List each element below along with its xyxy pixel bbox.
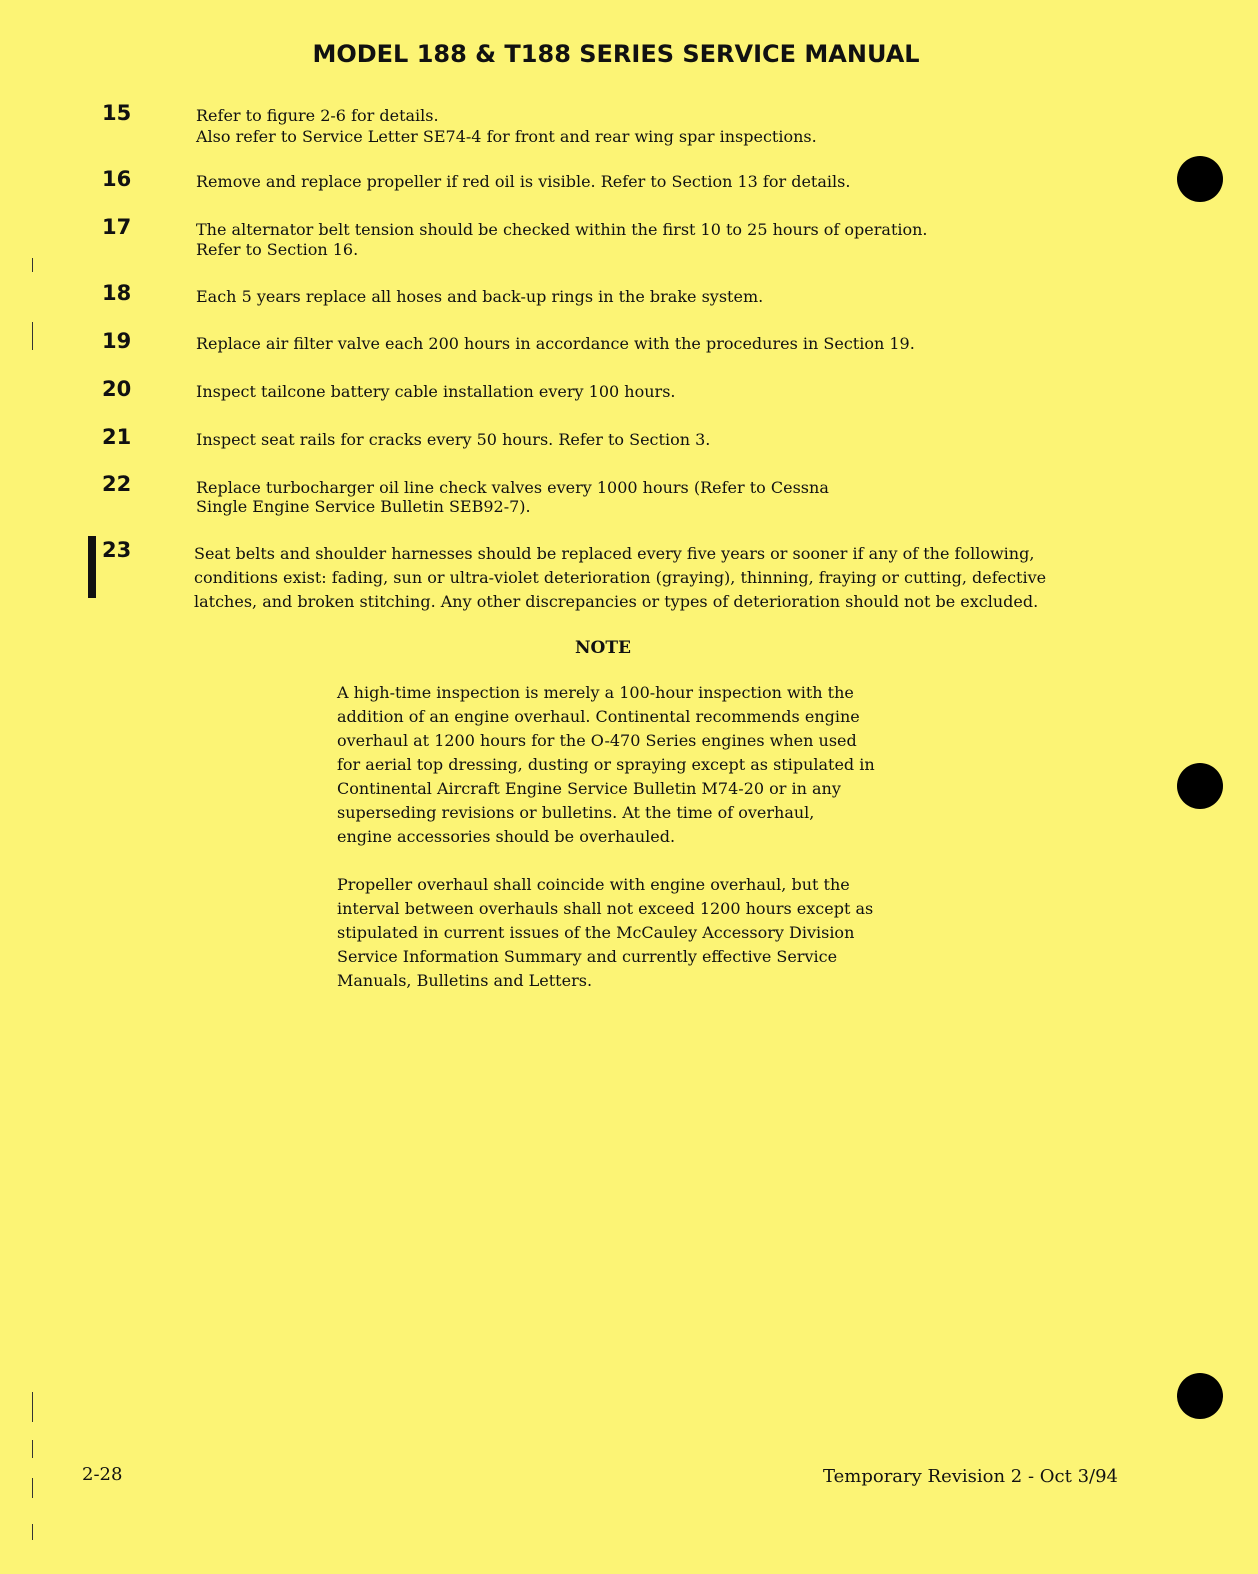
punch-hole — [1177, 156, 1223, 202]
item-line: The alternator belt tension should be checked within the first 10 to 25 hours of operation. — [196, 220, 928, 239]
item-number: 22 — [102, 472, 132, 496]
note-line: overhaul at 1200 hours for the O-470 Series engines when used — [337, 731, 857, 750]
item-number: 23 — [102, 538, 132, 562]
note-line: Manuals, Bulletins and Letters. — [337, 971, 593, 990]
note-line: Propeller overhaul shall coincide with engine overhaul, but the — [337, 875, 850, 894]
item-text — [196, 285, 1096, 309]
note-heading: NOTE — [575, 638, 631, 658]
item-text — [196, 380, 1096, 404]
note-line: interval between overhauls shall not exceed 1200 hours except as — [337, 899, 874, 918]
item-text — [196, 476, 1096, 519]
item-text — [196, 218, 1096, 262]
page-title: MODEL 188 & T188 SERIES SERVICE MANUAL — [312, 40, 920, 68]
scan-mark — [32, 1478, 33, 1498]
scan-mark — [32, 1440, 33, 1458]
item-text — [196, 170, 1096, 194]
item-line: Inspect tailcone battery cable installation every 100 hours. — [196, 382, 676, 401]
item-line: Each 5 years replace all hoses and back-up rings in the brake system. — [196, 287, 764, 306]
note-line: A high-time inspection is merely a 100-hour inspection with the — [337, 683, 854, 702]
item-line: conditions exist: fading, sun or ultra-violet deterioration (graying), thinning, fraying or cutting, defective — [194, 568, 1047, 587]
punch-hole — [1177, 763, 1223, 809]
note-line: addition of an engine overhaul. Continental recommends engine — [337, 707, 860, 726]
item-text — [194, 542, 1094, 614]
item-line: Remove and replace propeller if red oil is visible. Refer to Section 13 for details. — [196, 172, 851, 191]
note-paragraph — [337, 681, 897, 849]
item-line: Refer to figure 2-6 for details. — [196, 106, 439, 125]
scan-mark — [32, 258, 33, 272]
scan-mark — [32, 1392, 33, 1422]
note-paragraph — [337, 873, 897, 993]
scan-mark — [32, 1524, 33, 1540]
item-number: 17 — [102, 215, 132, 239]
scan-mark — [32, 322, 33, 350]
item-number: 18 — [102, 281, 132, 305]
note-line: stipulated in current issues of the McCauley Accessory Division — [337, 923, 855, 942]
page-number: 2-28 — [82, 1464, 123, 1485]
item-number: 19 — [102, 329, 132, 353]
note-line: superseding revisions or bulletins. At the time of overhaul, — [337, 803, 815, 822]
note-line: Service Information Summary and currently effective Service — [337, 947, 838, 966]
item-number: 21 — [102, 425, 132, 449]
note-line: engine accessories should be overhauled. — [337, 827, 676, 846]
item-number: 16 — [102, 167, 132, 191]
item-text — [196, 428, 1096, 452]
item-line: Inspect seat rails for cracks every 50 hours. Refer to Section 3. — [196, 430, 711, 449]
item-line: Replace turbocharger oil line check valves every 1000 hours (Refer to Cessna — [196, 478, 829, 497]
item-text — [196, 332, 1096, 356]
revision-label: Temporary Revision 2 - Oct 3/94 — [823, 1466, 1118, 1487]
punch-hole — [1177, 1373, 1223, 1419]
item-text — [196, 104, 1096, 149]
item-line: Single Engine Service Bulletin SEB92-7). — [196, 497, 531, 516]
item-number: 20 — [102, 377, 132, 401]
revision-change-bar — [88, 536, 96, 598]
note-line: Continental Aircraft Engine Service Bulletin M74-20 or in any — [337, 779, 841, 798]
item-line: Also refer to Service Letter SE74-4 for front and rear wing spar inspections. — [196, 127, 817, 146]
item-line: Refer to Section 16. — [196, 240, 359, 259]
item-line: Seat belts and shoulder harnesses should be replaced every five years or sooner if any of the following, — [194, 544, 1035, 563]
item-line: latches, and broken stitching. Any other discrepancies or types of deterioration should not be excluded. — [194, 592, 1039, 611]
item-line: Replace air filter valve each 200 hours in accordance with the procedures in Section 19. — [196, 334, 915, 353]
item-number: 15 — [102, 101, 132, 125]
note-line: for aerial top dressing, dusting or spraying except as stipulated in — [337, 755, 875, 774]
